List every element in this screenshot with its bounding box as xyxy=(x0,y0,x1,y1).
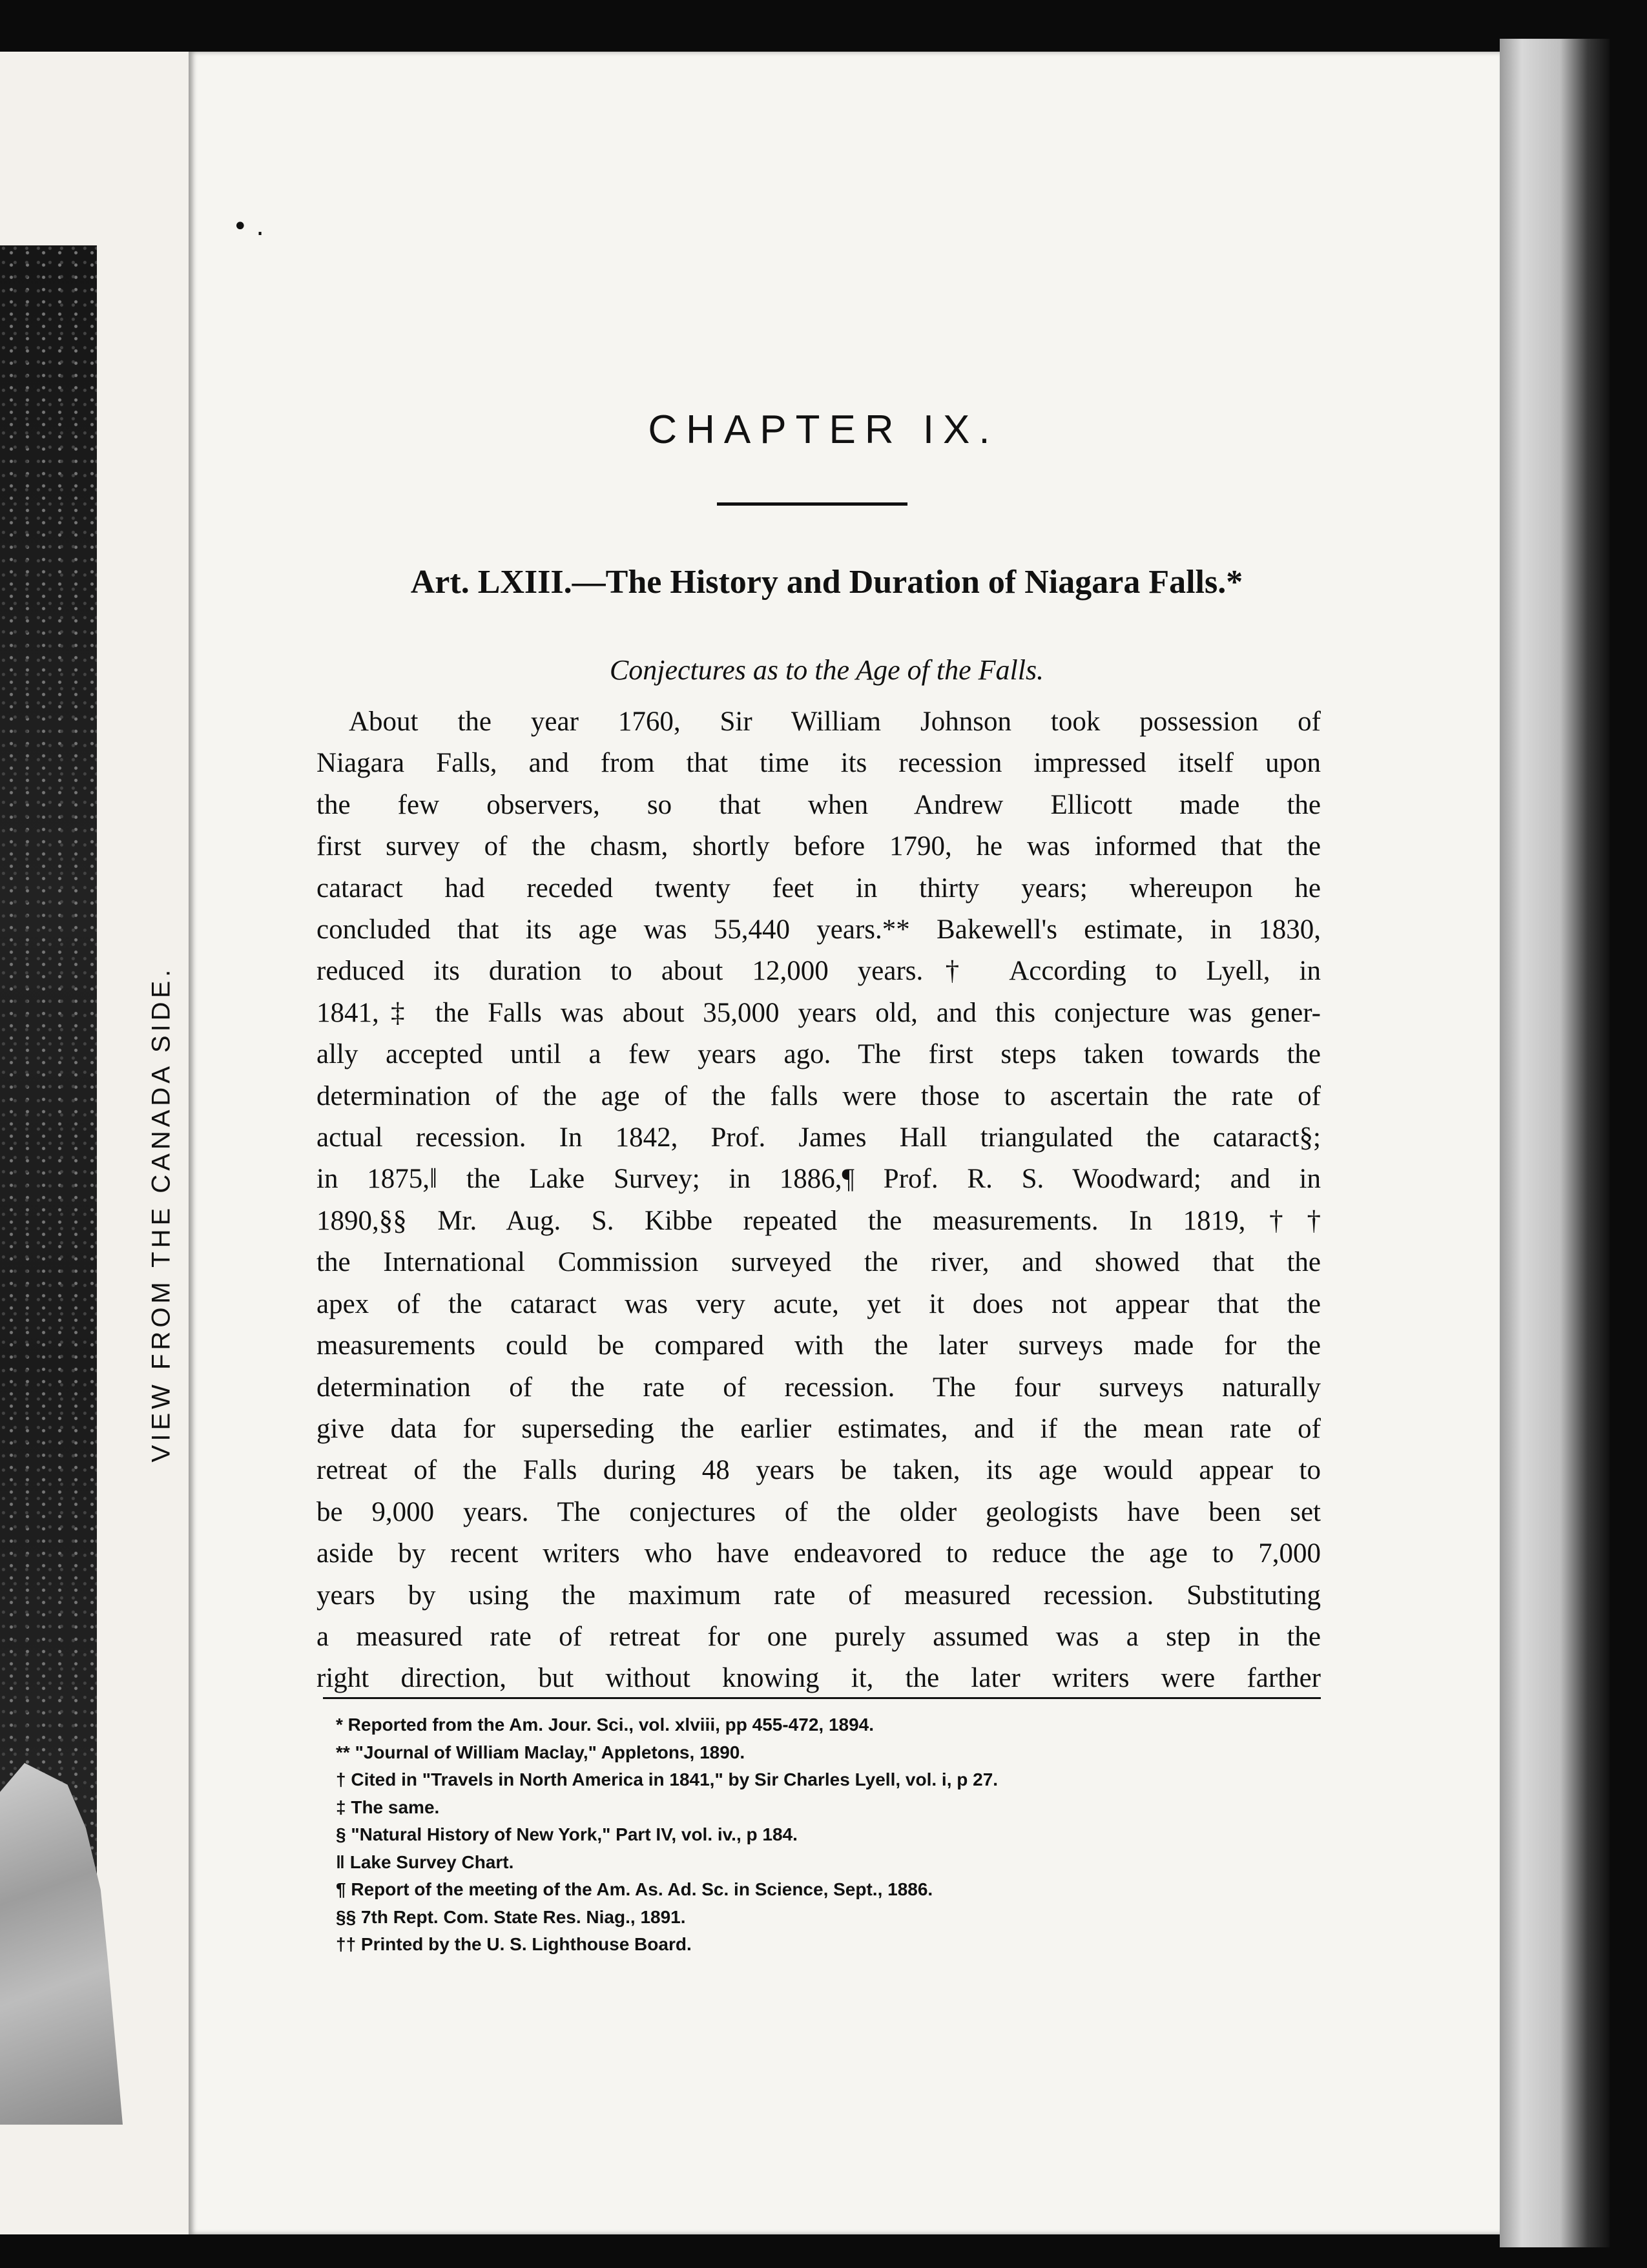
text-line: a measured rate of retreat for one purely assumed was a step in the xyxy=(316,1621,1321,1652)
footnote: ‖ Lake Survey Chart. xyxy=(336,1851,514,1872)
footnote: ¶ Report of the meeting of the Am. As. Ad. Sc. in Science, Sept., 1886. xyxy=(336,1879,933,1899)
text-line: About the year 1760, Sir William Johnson took possession of xyxy=(349,706,1321,737)
footnote: ‡ The same. xyxy=(336,1797,440,1817)
chapter-heading: CHAPTER IX. xyxy=(648,407,999,452)
footnote: †† Printed by the U. S. Lighthouse Board. xyxy=(336,1934,692,1954)
footnote: ** "Journal of William Maclay," Appletons, 1890. xyxy=(336,1742,745,1762)
text-line: the few observers, so that when Andrew Ellicott made the xyxy=(316,789,1321,820)
footnote: § "Natural History of New York," Part IV, vol. iv., p 184. xyxy=(336,1824,798,1844)
text-line: 1890,§§ Mr. Aug. S. Kibbe repeated the measurements. In 1819,†† xyxy=(316,1205,1321,1236)
text-line: in 1875,‖ the Lake Survey; in 1886,¶ Prof. R. S. Woodward; and in xyxy=(316,1164,1321,1195)
text-line: give data for superseding the earlier estimates, and if the mean rate of xyxy=(316,1413,1321,1444)
footnote: † Cited in "Travels in North America in 1841," by Sir Charles Lyell, vol. i, p 27. xyxy=(336,1769,999,1789)
text-line: ally accepted until a few years ago. The first steps taken towards the xyxy=(316,1039,1321,1070)
text-line: cataract had receded twenty feet in thirty years; whereupon he xyxy=(316,872,1321,903)
page-stack-edge xyxy=(1500,39,1610,2247)
page-marks: • . xyxy=(233,212,265,242)
text-line: measurements could be compared with the later surveys made for the xyxy=(316,1330,1321,1361)
text-line: apex of the cataract was very acute, yet it does not appear that the xyxy=(316,1288,1321,1319)
text-line: be 9,000 years. The conjectures of the older geologists have been set xyxy=(316,1496,1321,1527)
text-line: 1841,‡ the Falls was about 35,000 years old, and this conjecture was gener- xyxy=(316,997,1321,1028)
text-line: determination of the age of the falls were those to ascertain the rate of xyxy=(316,1080,1321,1111)
article-title: Art. LXIII.—The History and Duration of Niagara Falls.* xyxy=(410,564,1243,601)
text-line: actual recession. In 1842, Prof. James Hall triangulated the cataract§; xyxy=(316,1122,1321,1153)
text-line: reduced its duration to about 12,000 years.† According to Lyell, in xyxy=(316,956,1321,987)
article-subtitle: Conjectures as to the Age of the Falls. xyxy=(609,654,1044,686)
text-line: concluded that its age was 55,440 years.** Bakewell's estimate, in 1830, xyxy=(316,914,1321,945)
body-paragraph xyxy=(316,701,1321,1700)
footnote: * Reported from the Am. Jour. Sci., vol. xlviii, pp 455-472, 1894. xyxy=(336,1715,875,1735)
plate-caption: VIEW FROM THE CANADA SIDE. xyxy=(147,965,176,1463)
rock-foreground-image xyxy=(0,1763,123,2125)
chapter-divider xyxy=(717,502,907,506)
text-line: determination of the rate of recession. The four surveys naturally xyxy=(316,1372,1321,1403)
footnote-divider xyxy=(323,1697,1321,1699)
text-line: first survey of the chasm, shortly before 1790, he was informed that the xyxy=(316,831,1321,862)
text-line: retreat of the Falls during 48 years be taken, its age would appear to xyxy=(316,1455,1321,1486)
footnotes xyxy=(336,1711,1305,1959)
text-line: aside by recent writers who have endeavored to reduce the age to 7,000 xyxy=(316,1538,1321,1569)
text-line: the International Commission surveyed the river, and showed that the xyxy=(316,1247,1321,1278)
footnote: §§ 7th Rept. Com. State Res. Niag., 1891. xyxy=(336,1906,686,1927)
text-line: years by using the maximum rate of measured recession. Substituting xyxy=(316,1580,1321,1611)
text-line: Niagara Falls, and from that time its recession impressed itself upon xyxy=(316,748,1321,779)
text-line: right direction, but without knowing it, the later writers were farther xyxy=(316,1663,1321,1694)
